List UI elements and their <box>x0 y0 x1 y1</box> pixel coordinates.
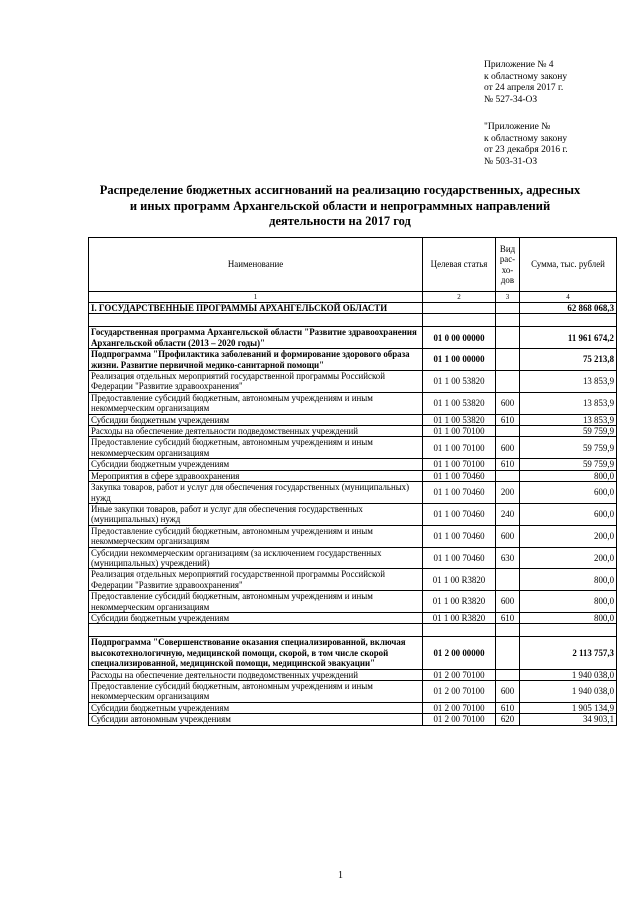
row-vid: 200 <box>496 482 520 504</box>
row-vid <box>496 314 520 327</box>
column-number: 3 <box>496 292 520 303</box>
row-vid <box>496 349 520 371</box>
column-number: 2 <box>423 292 496 303</box>
row-name: Субсидии бюджетным учреждениям <box>89 459 423 470</box>
appendix-line: № 503-31-ОЗ <box>484 156 538 167</box>
row-name: Реализация отдельных мероприятий государственной программы Российской Федерации "Развитие здравоохранения" <box>89 371 423 393</box>
title-line: деятельности на 2017 год <box>269 214 411 228</box>
appendix-current <box>484 60 624 106</box>
row-name: Предоставление субсидий бюджетным, автономным учреждениям и иным некоммерческим организациям <box>89 525 423 547</box>
header-code: Целевая статья <box>423 238 496 292</box>
row-name: Расходы на обеспечение деятельности подведомственных учреждений <box>89 426 423 437</box>
table-row <box>89 637 617 669</box>
row-name: Мероприятия в сфере здравоохранения <box>89 470 423 481</box>
table-row <box>89 547 617 569</box>
table-row <box>89 702 617 713</box>
table-row <box>89 426 617 437</box>
title-line: и иных программ Архангельской области и непрограммных направлений <box>129 198 551 213</box>
row-sum: 1 905 134,9 <box>520 702 617 713</box>
table-row <box>89 503 617 525</box>
row-vid: 600 <box>496 525 520 547</box>
row-code: 01 2 00 00000 <box>423 637 496 669</box>
row-vid <box>496 669 520 680</box>
table-body <box>89 303 617 726</box>
table-row <box>89 612 617 623</box>
row-code: 01 1 00 53820 <box>423 392 496 414</box>
row-name <box>89 624 423 637</box>
row-vid: 600 <box>496 392 520 414</box>
row-sum: 34 903,1 <box>520 714 617 725</box>
row-code: 01 2 00 70100 <box>423 669 496 680</box>
column-number: 4 <box>520 292 617 303</box>
row-vid: 240 <box>496 503 520 525</box>
row-name: Государственная программа Архангельской области "Развитие здравоохранения Архангельской области (2013 – 2020 годы)" <box>89 327 423 349</box>
row-code: 01 1 00 70460 <box>423 470 496 481</box>
row-sum: 800,0 <box>520 569 617 591</box>
row-vid: 610 <box>496 612 520 623</box>
row-name: Расходы на обеспечение деятельности подведомственных учреждений <box>89 669 423 680</box>
title-line: Распределение бюджетных ассигнований на реализацию государственных, адресных <box>99 183 581 197</box>
page-number: 1 <box>338 870 343 881</box>
row-vid <box>496 624 520 637</box>
row-vid: 610 <box>496 702 520 713</box>
appendix-line: № 527-34-ОЗ <box>484 94 538 105</box>
row-code: 01 1 00 70460 <box>423 525 496 547</box>
row-sum: 600,0 <box>520 503 617 525</box>
row-name: Субсидии автономным учреждениям <box>89 714 423 725</box>
row-sum: 11 961 674,2 <box>520 327 617 349</box>
table-row <box>89 349 617 371</box>
row-name: Субсидии некоммерческим организациям (за исключением государственных (муниципальных) учреждений) <box>89 547 423 569</box>
row-code: 01 1 00 53820 <box>423 414 496 425</box>
row-code: 01 1 00 53820 <box>423 371 496 393</box>
row-code <box>423 314 496 327</box>
table-row <box>89 470 617 481</box>
appendix-line: "Приложение № <box>484 122 551 132</box>
row-vid: 610 <box>496 414 520 425</box>
row-code: 01 1 00 70100 <box>423 426 496 437</box>
appendix-line: к областному закону <box>484 71 568 82</box>
row-sum: 75 213,8 <box>520 349 617 371</box>
table-row <box>89 669 617 680</box>
budget-table <box>88 237 617 726</box>
row-sum: 59 759,9 <box>520 426 617 437</box>
header-vid: Вид рас-хо-дов <box>496 238 520 292</box>
row-vid: 610 <box>496 459 520 470</box>
row-name: Подпрограмма "Профилактика заболеваний и формирование здорового образа жизни. Развитие первичной медико-санитарной помощи" <box>89 349 423 371</box>
row-sum: 13 853,9 <box>520 371 617 393</box>
row-vid <box>496 303 520 314</box>
row-vid: 600 <box>496 437 520 459</box>
row-code: 01 1 00 70100 <box>423 437 496 459</box>
table-row <box>89 714 617 725</box>
row-code: 01 1 00 70460 <box>423 547 496 569</box>
table-row <box>89 569 617 591</box>
table-row <box>89 303 617 314</box>
row-sum: 13 853,9 <box>520 414 617 425</box>
row-name <box>89 314 423 327</box>
row-sum: 59 759,9 <box>520 459 617 470</box>
row-code: 01 1 00 R3820 <box>423 569 496 591</box>
row-vid <box>496 470 520 481</box>
row-name: Закупка товаров, работ и услуг для обеспечения государственных (муниципальных) нужд <box>89 482 423 504</box>
row-name: Реализация отдельных мероприятий государственной программы Российской Федерации "Развитие здравоохранения" <box>89 569 423 591</box>
row-sum: 600,0 <box>520 482 617 504</box>
table-row <box>89 482 617 504</box>
header-name: Наименование <box>89 238 423 292</box>
row-code: 01 1 00 00000 <box>423 349 496 371</box>
row-code <box>423 303 496 314</box>
row-vid: 600 <box>496 591 520 613</box>
row-sum: 2 113 757,3 <box>520 637 617 669</box>
row-sum <box>520 624 617 637</box>
row-name: Подпрограмма "Совершенствование оказания специализированной, включая высокотехнологичную, медицинской помощи, скорой, в том числе скорой специализированной, медицинской помощи, медицинской эвакуации" <box>89 637 423 669</box>
row-vid <box>496 327 520 349</box>
row-code: 01 1 00 70460 <box>423 503 496 525</box>
row-sum: 800,0 <box>520 470 617 481</box>
row-sum: 800,0 <box>520 591 617 613</box>
row-name: Субсидии бюджетным учреждениям <box>89 702 423 713</box>
row-name: Предоставление субсидий бюджетным, автономным учреждениям и иным некоммерческим организациям <box>89 591 423 613</box>
row-sum: 13 853,9 <box>520 392 617 414</box>
row-code <box>423 624 496 637</box>
row-sum: 200,0 <box>520 525 617 547</box>
table-row <box>89 392 617 414</box>
row-vid <box>496 371 520 393</box>
row-code: 01 1 00 R3820 <box>423 591 496 613</box>
row-code: 01 1 00 70460 <box>423 482 496 504</box>
table-row <box>89 624 617 637</box>
table-row <box>89 459 617 470</box>
row-vid: 620 <box>496 714 520 725</box>
row-name: I. ГОСУДАРСТВЕННЫЕ ПРОГРАММЫ АРХАНГЕЛЬСКОЙ ОБЛАСТИ <box>89 303 423 314</box>
row-sum <box>520 314 617 327</box>
row-sum: 62 868 068,3 <box>520 303 617 314</box>
row-vid <box>496 426 520 437</box>
column-number: 1 <box>89 292 423 303</box>
table-row <box>89 414 617 425</box>
row-code: 01 2 00 70100 <box>423 681 496 703</box>
row-code: 01 2 00 70100 <box>423 714 496 725</box>
row-sum: 200,0 <box>520 547 617 569</box>
table-row <box>89 681 617 703</box>
column-number-row <box>89 292 617 303</box>
table-row <box>89 371 617 393</box>
row-vid: 600 <box>496 681 520 703</box>
row-code: 01 0 00 00000 <box>423 327 496 349</box>
row-name: Предоставление субсидий бюджетным, автономным учреждениям и иным некоммерческим организациям <box>89 392 423 414</box>
row-sum: 59 759,9 <box>520 437 617 459</box>
table-row <box>89 525 617 547</box>
row-code: 01 1 00 R3820 <box>423 612 496 623</box>
table-row <box>89 327 617 349</box>
appendix-line: Приложение № 4 <box>484 60 554 70</box>
row-vid <box>496 569 520 591</box>
row-name: Субсидии бюджетным учреждениям <box>89 612 423 623</box>
row-name: Субсидии бюджетным учреждениям <box>89 414 423 425</box>
appendix-line: к областному закону <box>484 133 568 144</box>
row-code: 01 2 00 70100 <box>423 702 496 713</box>
row-sum: 1 940 038,0 <box>520 669 617 680</box>
row-vid <box>496 637 520 669</box>
document-title <box>70 183 610 230</box>
table-header-row <box>89 238 617 292</box>
row-vid: 630 <box>496 547 520 569</box>
row-sum: 1 940 038,0 <box>520 681 617 703</box>
table-row <box>89 437 617 459</box>
row-sum: 800,0 <box>520 612 617 623</box>
appendix-line: от 24 апреля 2017 г. <box>484 83 564 93</box>
row-name: Предоставление субсидий бюджетным, автономным учреждениям и иным некоммерческим организациям <box>89 437 423 459</box>
appendix-previous <box>484 122 624 168</box>
table-row <box>89 314 617 327</box>
row-name: Иные закупки товаров, работ и услуг для обеспечения государственных (муниципальных) нужд <box>89 503 423 525</box>
appendix-line: от 23 декабря 2016 г. <box>484 145 568 155</box>
header-sum: Сумма, тыс. рублей <box>520 238 617 292</box>
row-name: Предоставление субсидий бюджетным, автономным учреждениям и иным некоммерческим организациям <box>89 681 423 703</box>
table-row <box>89 591 617 613</box>
row-code: 01 1 00 70100 <box>423 459 496 470</box>
